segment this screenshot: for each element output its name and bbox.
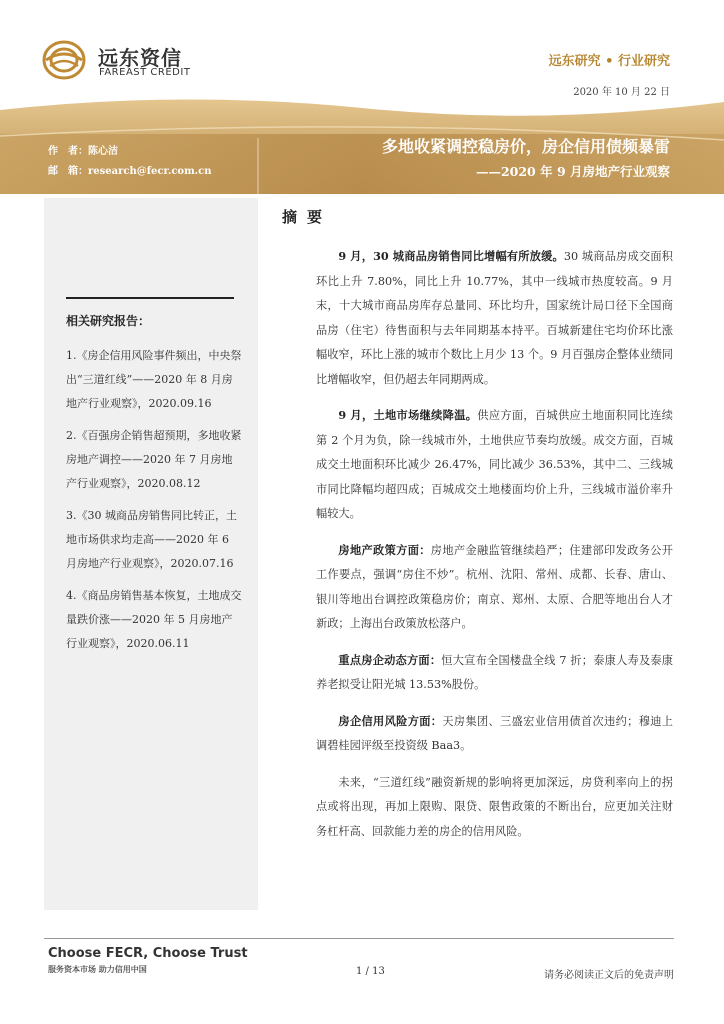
logo-cn-text: 远东资信 [98, 46, 182, 70]
footer-slogan: 服务资本市场 助力信用中国 [48, 964, 147, 974]
footer-divider [44, 938, 674, 939]
abstract-body [316, 244, 673, 855]
abstract-paragraph [316, 648, 673, 698]
related-report-item[interactable]: 2.《百强房企销售超预期，多地收紧房地产调控——2020 年 7 月房地产行业观察》，2020.08.12 [66, 429, 242, 490]
abstract-paragraph [316, 538, 673, 637]
abstract-paragraph [316, 403, 673, 527]
related-report-item[interactable]: 3.《30 城商品房销售同比转正，土地市场供求均走高——2020 年 6 月房地产行业观察》，2020.07.16 [66, 509, 237, 570]
paragraph-text: 房地产金融监管继续趋严；住建部印发政务公开工作要点，强调“房住不炒”。杭州、沈阳、常州、成都、长春、唐山、银川等地出台调控政策稳房价；南京、郑州、太原、合肥等地出台人才新政；上海出台政策放松落户。 [316, 543, 673, 630]
report-date: 2020 年 10 月 22 日 [573, 87, 670, 98]
abstract-paragraph [316, 770, 673, 845]
logo-en-text: FAREAST CREDIT [99, 67, 191, 78]
paragraph-text: 恒大宣布全国楼盘全线 7 折；泰康人寿及泰康养老拟受让阳光城 13.53%股份。 [316, 653, 673, 691]
related-report-item[interactable]: 1.《房企信用风险事件频出，中央祭出“三道红线”——2020 年 8 月房地产行业观察》，2020.09.16 [66, 349, 242, 410]
paragraph-text: 供应方面，百城供应土地面积同比连续第 2 个月为负，除一线城市外，土地供应节奏均放缓。成交方面，百城成交土地面积环比减少 26.47%，同比减少 36.53%，其中二、三线城市同比降幅均超四成；百城成交土地楼面均价上升，三线城市溢价率升幅较大。 [316, 409, 673, 520]
abstract-paragraph [316, 244, 673, 392]
report-subtitle: ——2020 年 9 月房地产行业观察 [475, 164, 670, 179]
related-report-item[interactable]: 4.《商品房销售基本恢复，土地成交量跌价涨——2020 年 5 月房地产行业观察》，2020.06.11 [66, 589, 242, 650]
paragraph-text: 未来，“三道红线”融资新规的影响将更加深远，房贷利率向上的拐点或将出现，再加上限购、限贷、限售政策的不断出台，应更加关注财务杠杆高、回款能力差的房企的信用风险。 [316, 775, 673, 838]
paragraph-lead: 房企信用风险方面： [338, 713, 443, 728]
paragraph-text: 天房集团、三盛宏业信用债首次违约；穆迪上调碧桂园评级至投资级 Baa3。 [316, 714, 673, 752]
sidebar-rule [66, 297, 234, 299]
paragraph-lead: 9 月，土地市场继续降温。 [338, 408, 478, 422]
report-series: 远东研究 • 行业研究 [548, 54, 670, 69]
report-title: 多地收紧调控稳房价，房企信用债频暴雷 [381, 137, 670, 156]
company-logo [42, 40, 242, 80]
author-line: 作 者：陈心洁 [48, 146, 118, 157]
paragraph-lead: 9 月，30 城商品房销售同比增幅有所放缓。 [338, 249, 564, 263]
paragraph-text: 30 城商品房成交面积环比上升 7.80%，同比上升 10.77%，其中一线城市热度较高。9 月末，十大城市商品房库存总量同、环比均升，国家统计局口径下全国商品房（住宅）待售面积与去年同期基本持平。百城新建住宅均价环比涨幅收窄，环比上涨的城市个数比上月少 13 个。9 月百强房企整体业绩同比增幅收窄，但仍超去年同期两成。 [316, 250, 673, 386]
paragraph-lead: 重点房企动态方面： [338, 652, 442, 667]
related-reports-title: 相关研究报告： [66, 314, 151, 328]
logo-mark-icon [42, 40, 86, 80]
abstract-title: 摘要 [281, 208, 332, 226]
email-line: 邮 箱：research@fecr.com.cn [48, 166, 212, 177]
disclaimer-note: 请务必阅读正文后的免责声明 [544, 970, 674, 981]
related-reports-list [66, 344, 242, 664]
paragraph-lead: 房地产政策方面： [338, 542, 431, 557]
page-number: 1 / 13 [356, 966, 385, 977]
footer-brand: Choose FECR, Choose Trust [48, 946, 248, 961]
abstract-paragraph [316, 709, 673, 759]
